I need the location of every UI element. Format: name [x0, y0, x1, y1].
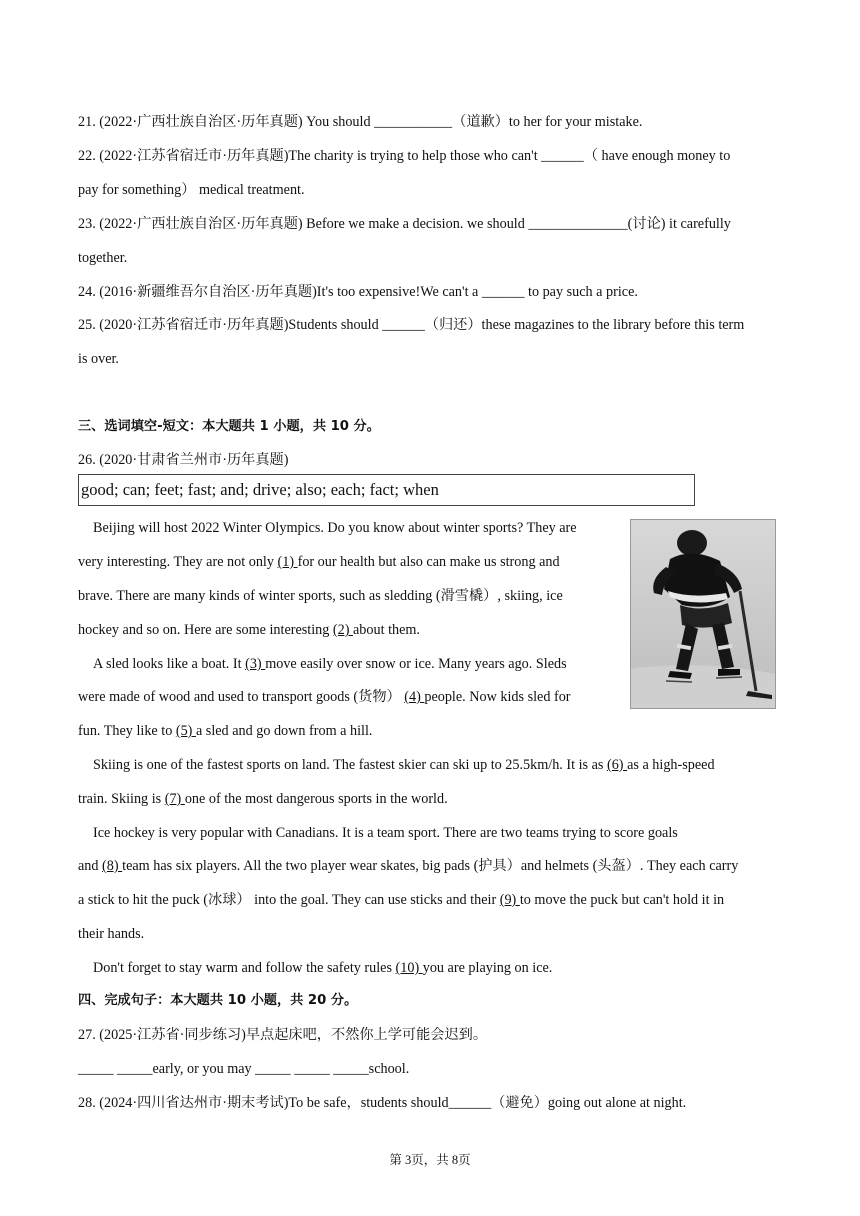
- q23-line: 23. (2022·广西壮族自治区·历年真题) Before we make a decision. we should ______________(讨论) it carefully: [78, 216, 731, 232]
- blank-9: (9): [499, 892, 520, 908]
- page-footer: 第 3页，共 8页: [389, 1153, 471, 1167]
- word-bank-box: [78, 474, 695, 506]
- word-bank-text: good; can; feet; fast; and; drive; also; each; fact; when: [81, 480, 439, 499]
- blank-5: (5): [175, 723, 196, 739]
- passage-line: Beijing will host 2022 Winter Olympics. Do you know about winter sports? They are: [93, 520, 577, 536]
- passage-line: and (8) team has six players. All the two player wear skates, big pads (护具）and helmets (头盔）. They each carry: [78, 858, 739, 874]
- q25-line: 25. (2020·江苏省宿迁市·历年真题)Students should ______（归还）these magazines to the library before this term: [78, 317, 745, 333]
- blank-8: (8): [102, 858, 123, 874]
- q24-line: 24. (2016·新疆维吾尔自治区·历年真题)It's too expensive!We can't a ______ to pay such a price.: [78, 284, 638, 300]
- q26-source: 26. (2020·甘肃省兰州市·历年真题): [78, 452, 289, 468]
- blank-1: (1): [277, 554, 298, 570]
- blank-6: (6): [606, 757, 628, 773]
- passage-line: A sled looks like a boat. It (3) move easily over snow or ice. Many years ago. Sleds: [93, 656, 567, 672]
- passage-line: their hands.: [78, 926, 145, 942]
- section-4-heading: 四、完成句子：本大题共 10 小题，共 20 分。: [78, 993, 358, 1008]
- passage-line: train. Skiing is (7) one of the most dangerous sports in the world.: [78, 791, 448, 807]
- passage-line: fun. They like to (5) a sled and go down from a hill.: [78, 723, 373, 739]
- q27-answer-line: _____ _____early, or you may _____ _____ _____school.: [78, 1061, 410, 1077]
- ice-hockey-player-photo: [630, 519, 776, 709]
- blank-7: (7): [164, 791, 185, 807]
- passage-line: Don't forget to stay warm and follow the safety rules (10) you are playing on ice.: [93, 960, 553, 976]
- section-3-heading: 三、选词填空-短文：本大题共 1 小题，共 10 分。: [78, 419, 380, 434]
- passage-line: were made of wood and used to transport goods (货物） (4) people. Now kids sled for: [78, 689, 571, 705]
- blank-10: (10): [395, 960, 423, 976]
- passage-line: Ice hockey is very popular with Canadians. It is a team sport. There are two teams trying to score goals: [93, 825, 678, 841]
- passage-line: very interesting. They are not only (1) for our health but also can make us strong and: [78, 554, 560, 570]
- q25-line-cont: is over.: [78, 351, 119, 367]
- passage-line: a stick to hit the puck (冰球） into the goal. They can use sticks and their (9) to move the puck but can't hold it in: [78, 892, 725, 908]
- passage-line: Skiing is one of the fastest sports on land. The fastest skier can ski up to 25.5km/h. It is as (6) as a high-speed: [93, 757, 715, 773]
- q23-line-cont: together.: [78, 250, 128, 266]
- q21-line: 21. (2022·广西壮族自治区·历年真题) You should ___________（道歉）to her for your mistake.: [78, 114, 643, 130]
- passage-line: hockey and so on. Here are some interesting (2) about them.: [78, 622, 420, 638]
- q22-line-cont: pay for something） medical treatment.: [78, 182, 305, 198]
- blank-2: (2): [332, 622, 353, 638]
- q27-line: 27. (2025·江苏省·同步练习)早点起床吧，不然你上学可能会迟到。: [78, 1027, 488, 1043]
- q22-line: 22. (2022·江苏省宿迁市·历年真题)The charity is trying to help those who can't ______（ have enough money to: [78, 148, 731, 164]
- blank-4: (4): [404, 689, 425, 705]
- q28-line: 28. (2024·四川省达州市·期末考试)To be safe，students should______（避免）going out alone at night.: [78, 1095, 687, 1111]
- blank-3: (3): [245, 656, 266, 672]
- passage-line: brave. There are many kinds of winter sports, such as sledding (滑雪橇）, skiing, ice: [78, 588, 563, 604]
